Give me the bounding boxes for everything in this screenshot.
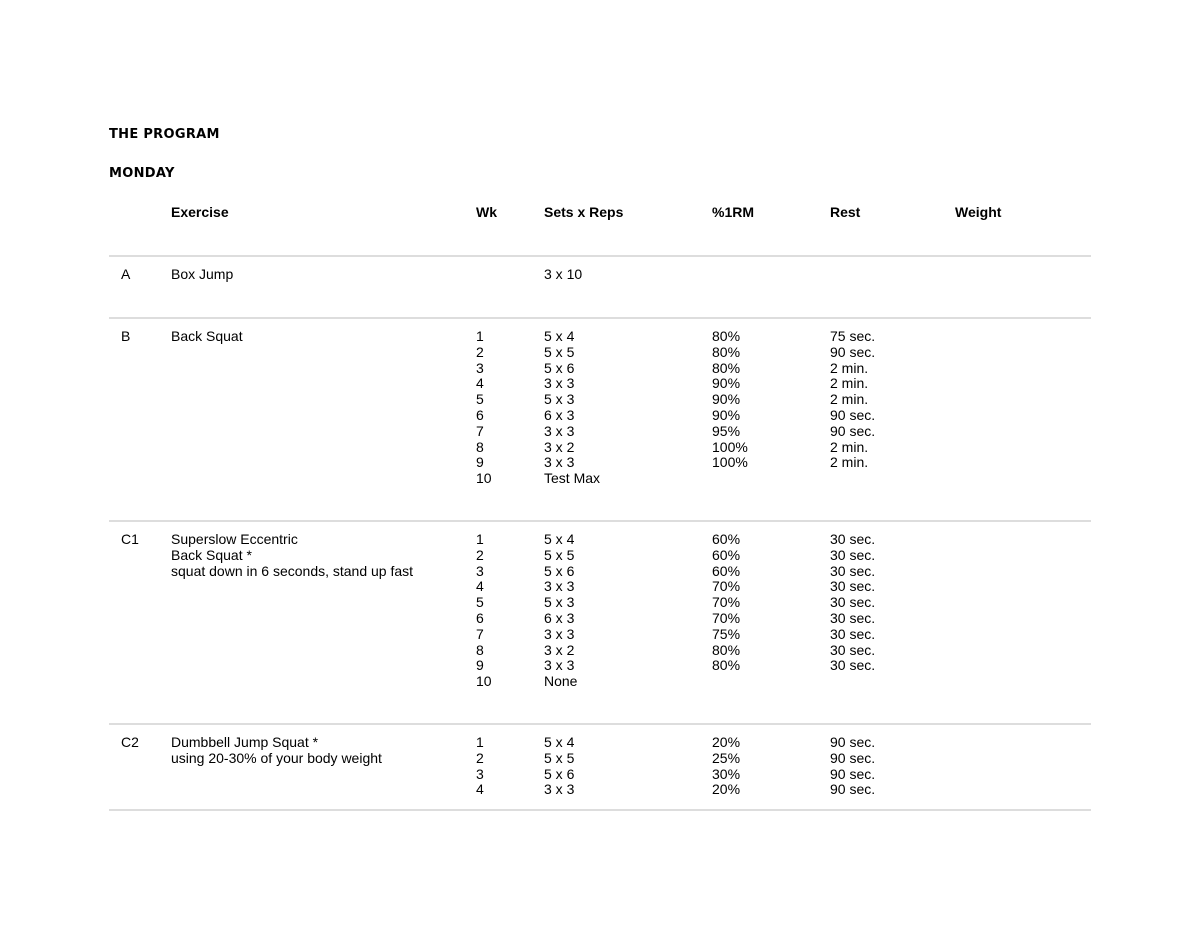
sets-value: None	[544, 673, 578, 690]
rest-value: 90 sec.	[830, 422, 876, 439]
sets-value: 5 x 4	[544, 734, 575, 750]
percent-value: 100%	[712, 438, 748, 455]
percent-value: 80%	[712, 657, 741, 674]
header-rest: Rest	[830, 204, 861, 220]
percent-cell	[712, 735, 740, 798]
week-value: 1	[476, 531, 484, 547]
page-title: THE PROGRAM	[109, 127, 220, 142]
table-row	[109, 725, 1091, 811]
rest-value: 75 sec.	[830, 328, 876, 344]
exercise-cell	[171, 532, 413, 579]
sets-value: 5 x 4	[544, 531, 575, 547]
rest-value: 90 sec.	[830, 406, 876, 423]
sets-value: 3 x 3	[544, 422, 575, 439]
row-code: C2	[121, 734, 139, 750]
percent-value: 60%	[712, 546, 741, 563]
percent-value: 60%	[712, 562, 741, 579]
sets-value: 3 x 2	[544, 641, 575, 658]
sets-value: 6 x 3	[544, 406, 575, 423]
table-row	[109, 319, 1091, 522]
exercise-cell	[171, 267, 233, 283]
percent-value: 80%	[712, 328, 741, 344]
exercise-note: squat down in 6 seconds, stand up fast	[171, 562, 414, 579]
week-value: 3	[476, 359, 484, 376]
sets-cell	[544, 329, 600, 487]
exercise-line: Back Squat	[171, 328, 243, 344]
week-value: 4	[476, 375, 484, 392]
table-row	[109, 257, 1091, 319]
sets-value: 5 x 4	[544, 328, 575, 344]
sets-value: 5 x 5	[544, 749, 575, 766]
week-value: 3	[476, 765, 484, 782]
percent-value: 20%	[712, 734, 741, 750]
rest-value: 90 sec.	[830, 781, 876, 798]
exercise-cell	[171, 735, 382, 767]
sets-value: 5 x 6	[544, 765, 575, 782]
percent-value: 70%	[712, 578, 741, 595]
percent-value: 60%	[712, 531, 741, 547]
rest-value: 30 sec.	[830, 625, 876, 642]
percent-value: 70%	[712, 594, 741, 611]
rest-value: 2 min.	[830, 375, 869, 392]
header-week: Wk	[476, 204, 497, 220]
rest-value: 90 sec.	[830, 734, 876, 750]
exercise-line: Back Squat *	[171, 546, 252, 563]
week-value: 2	[476, 546, 484, 563]
week-value: 7	[476, 625, 484, 642]
percent-value: 90%	[712, 375, 741, 392]
week-value: 10	[476, 470, 492, 487]
header-exercise: Exercise	[171, 204, 229, 220]
percent-cell	[712, 329, 748, 471]
sets-cell	[544, 267, 582, 283]
sets-value: 5 x 5	[544, 546, 575, 563]
week-cell	[476, 532, 492, 690]
rest-cell	[830, 532, 875, 674]
rest-value: 90 sec.	[830, 343, 876, 360]
sets-value: 3 x 3	[544, 578, 575, 595]
week-value: 9	[476, 657, 484, 674]
week-value: 6	[476, 406, 484, 423]
week-value: 8	[476, 438, 484, 455]
rest-value: 2 min.	[830, 391, 869, 408]
week-value: 5	[476, 391, 484, 408]
sets-value: 3 x 3	[544, 454, 575, 471]
sets-value: 5 x 6	[544, 562, 575, 579]
week-value: 2	[476, 749, 484, 766]
row-code: B	[121, 328, 131, 344]
percent-value: 80%	[712, 343, 741, 360]
rest-value: 30 sec.	[830, 657, 876, 674]
exercise-line: Dumbbell Jump Squat *	[171, 734, 319, 750]
rest-value: 2 min.	[830, 359, 869, 376]
week-value: 1	[476, 328, 484, 344]
sets-value: 6 x 3	[544, 609, 575, 626]
rest-value: 30 sec.	[830, 609, 876, 626]
sets-value: 5 x 5	[544, 343, 575, 360]
rest-value: 90 sec.	[830, 765, 876, 782]
week-value: 5	[476, 594, 484, 611]
sets-value: 5 x 3	[544, 391, 575, 408]
row-code: C1	[121, 531, 139, 547]
rest-cell	[830, 329, 875, 471]
sets-value: 3 x 2	[544, 438, 575, 455]
sets-value: 3 x 10	[544, 266, 583, 282]
rest-value: 30 sec.	[830, 546, 876, 563]
sets-value: 3 x 3	[544, 657, 575, 674]
percent-value: 80%	[712, 641, 741, 658]
row-code: A	[121, 266, 131, 282]
header-sets-reps: Sets x Reps	[544, 204, 624, 220]
percent-value: 90%	[712, 391, 741, 408]
week-value: 2	[476, 343, 484, 360]
week-value: 10	[476, 673, 492, 690]
week-value: 1	[476, 734, 484, 750]
sets-cell	[544, 532, 577, 690]
percent-value: 75%	[712, 625, 741, 642]
rest-value: 2 min.	[830, 454, 869, 471]
exercise-note: using 20-30% of your body weight	[171, 749, 382, 766]
sets-value: Test Max	[544, 470, 601, 487]
percent-value: 20%	[712, 781, 741, 798]
percent-cell	[712, 532, 740, 674]
sets-value: 3 x 3	[544, 375, 575, 392]
rest-value: 30 sec.	[830, 531, 876, 547]
rest-cell	[830, 735, 875, 798]
sets-value: 3 x 3	[544, 781, 575, 798]
header-1rm-percent: %1RM	[712, 204, 755, 220]
week-value: 6	[476, 609, 484, 626]
week-value: 8	[476, 641, 484, 658]
percent-value: 80%	[712, 359, 741, 376]
exercise-cell	[171, 329, 243, 345]
rest-value: 30 sec.	[830, 594, 876, 611]
week-cell	[476, 735, 484, 798]
rest-value: 30 sec.	[830, 562, 876, 579]
rest-value: 30 sec.	[830, 641, 876, 658]
percent-value: 70%	[712, 609, 741, 626]
sets-value: 3 x 3	[544, 625, 575, 642]
percent-value: 30%	[712, 765, 741, 782]
rest-value: 30 sec.	[830, 578, 876, 595]
percent-value: 95%	[712, 422, 741, 439]
sets-value: 5 x 3	[544, 594, 575, 611]
week-value: 7	[476, 422, 484, 439]
exercise-line: Box Jump	[171, 266, 234, 282]
week-value: 9	[476, 454, 484, 471]
week-cell	[476, 329, 492, 487]
percent-value: 90%	[712, 406, 741, 423]
program-table	[109, 200, 1091, 811]
rest-value: 2 min.	[830, 438, 869, 455]
percent-value: 25%	[712, 749, 741, 766]
day-heading: MONDAY	[109, 166, 175, 181]
header-weight: Weight	[955, 204, 1002, 220]
sets-cell	[544, 735, 574, 798]
week-value: 4	[476, 578, 484, 595]
rest-value: 90 sec.	[830, 749, 876, 766]
percent-value: 100%	[712, 454, 748, 471]
exercise-line: Superslow Eccentric	[171, 531, 298, 547]
sets-value: 5 x 6	[544, 359, 575, 376]
week-value: 4	[476, 781, 484, 798]
week-value: 3	[476, 562, 484, 579]
table-row	[109, 522, 1091, 725]
table-header	[109, 200, 1091, 257]
